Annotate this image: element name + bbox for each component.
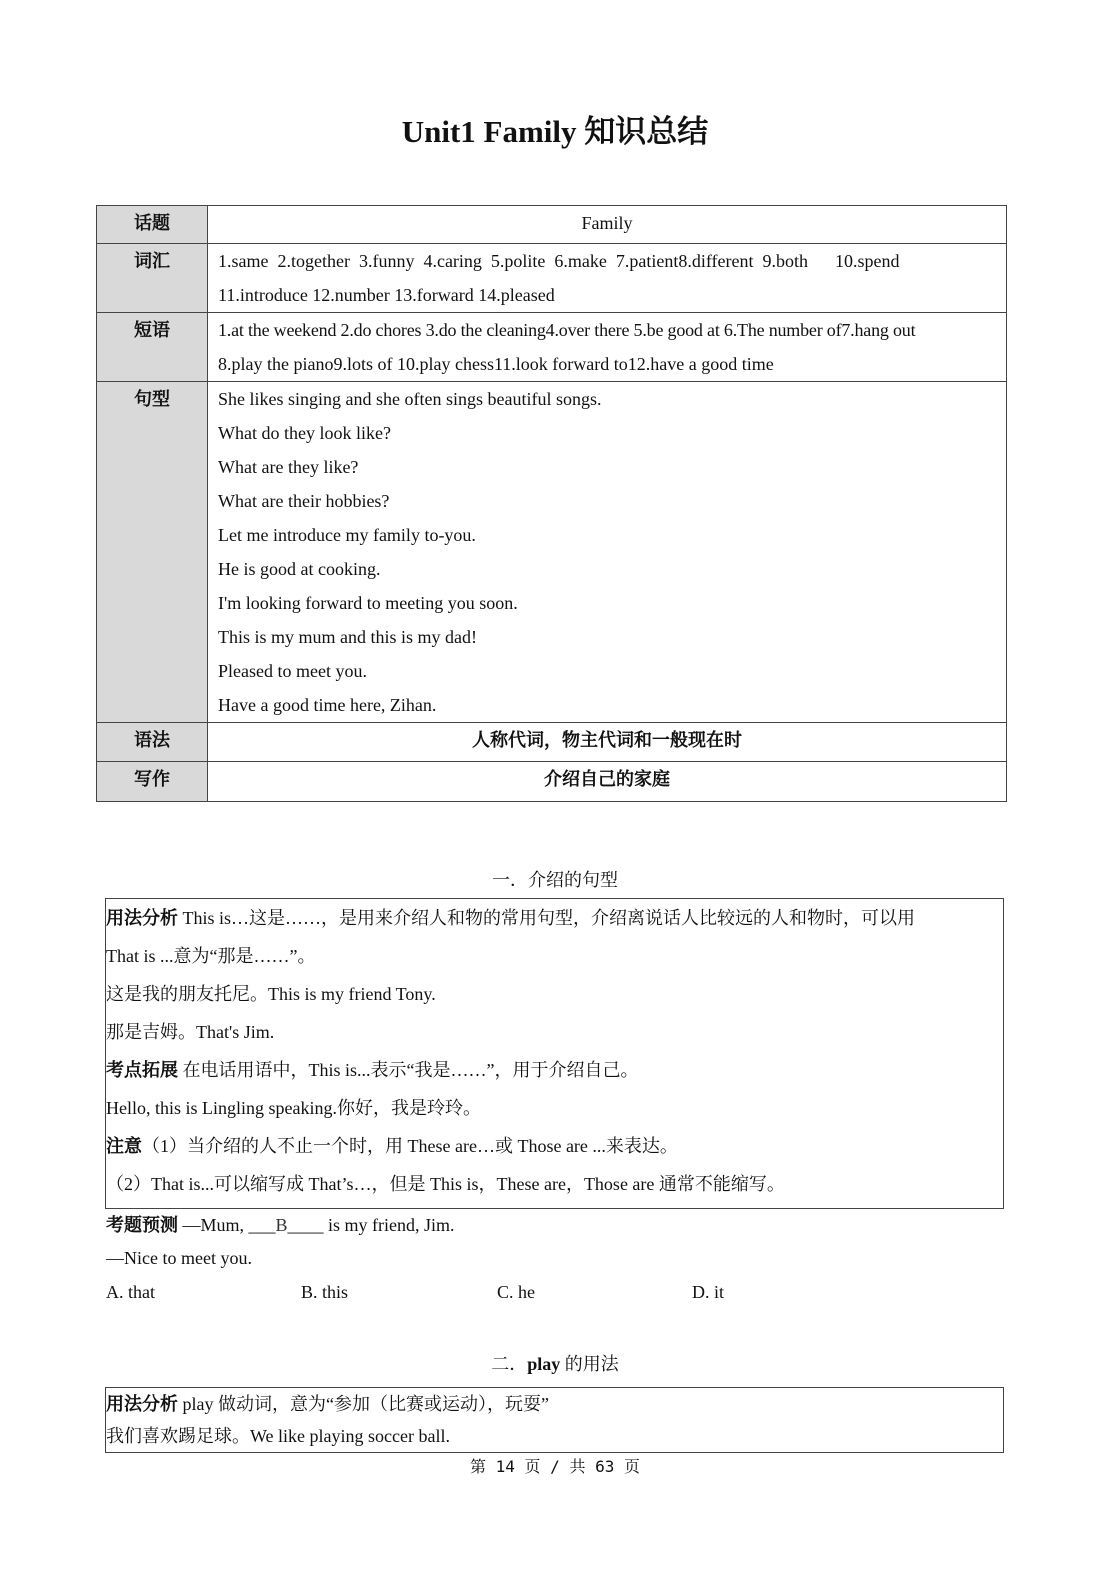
row-value: Family <box>208 206 1007 244</box>
section-1-heading: 一．介绍的句型 <box>492 870 618 890</box>
text: （2）That is...可以缩写成 That’s…，但是 This is，These are，Those are 通常不能缩写。 <box>106 1174 785 1194</box>
page-title: Unit1 Family 知识总结 <box>401 114 709 149</box>
table-row-topic <box>97 206 1007 244</box>
text: This is…这是……，是用来介绍人和物的常用句型，介绍离说话人比较远的人和物时，可以用 <box>178 908 916 928</box>
text: 在电话用语中，This is...表示“我是……”，用于介绍自己。 <box>178 1060 639 1080</box>
row-line: He is good at cooking. <box>218 559 381 579</box>
row-label: 句型 <box>97 382 208 723</box>
row-line: 1.same 2.together 3.funny 4.caring 5.polite 6.make 7.patient8.different 9.both 10.spend <box>218 251 900 271</box>
table-row-writing <box>97 762 1007 802</box>
table-row-phrases <box>97 313 1007 382</box>
row-line: 1.at the weekend 2.do chores 3.do the cleaning4.over there 5.be good at 6.The number of7.hang out <box>218 320 916 340</box>
row-line: 8.play the piano9.lots of 10.play chess11.look forward to12.have a good time <box>218 354 774 374</box>
row-label: 词汇 <box>97 244 208 313</box>
option-c: C. he <box>497 1282 535 1302</box>
page-number: 第 14 页 / 共 63 页 <box>470 1457 640 1476</box>
text: 的用法 <box>560 1354 619 1374</box>
row-line: What are their hobbies? <box>218 491 390 511</box>
option-a: A. that <box>106 1282 155 1302</box>
text: Hello, this is Lingling speaking.你好，我是玲玲。 <box>106 1098 481 1118</box>
section-2-box <box>105 1387 1004 1453</box>
label-exam: 考题预测 <box>106 1215 178 1235</box>
label-extension: 考点拓展 <box>106 1060 178 1080</box>
label-usage: 用法分析 <box>106 1394 178 1414</box>
exam-reply: —Nice to meet you. <box>106 1248 252 1268</box>
row-label: 写作 <box>97 762 208 802</box>
text: 这是我的朋友托尼。This is my friend Tony. <box>106 984 436 1004</box>
text: （1）当介绍的人不止一个时，用 These are…或 Those are ...来表达。 <box>142 1136 678 1156</box>
text: 那是吉姆。That's Jim. <box>106 1022 275 1042</box>
label-note: 注意 <box>106 1136 142 1156</box>
row-label: 短语 <box>97 313 208 382</box>
text: 我们喜欢踢足球。We like playing soccer ball. <box>106 1426 450 1446</box>
section-2-heading <box>0 1350 1110 1376</box>
text: That is ...意为“那是……”。 <box>106 946 316 966</box>
row-line: This is my mum and this is my dad! <box>218 627 477 647</box>
text: ____ is my friend, Jim. <box>287 1215 455 1235</box>
row-value: 人称代词，物主代词和一般现在时 <box>208 723 1007 762</box>
row-line: I'm looking forward to meeting you soon. <box>218 593 518 613</box>
summary-table <box>96 205 1007 802</box>
text: play 做动词，意为“参加（比赛或运动），玩耍” <box>178 1394 549 1414</box>
answer: B <box>275 1215 288 1235</box>
row-line: What do they look like? <box>218 423 391 443</box>
option-b: B. this <box>301 1282 349 1302</box>
section-1-box <box>105 898 1004 1209</box>
row-line: What are they like? <box>218 457 359 477</box>
label-usage: 用法分析 <box>106 908 178 928</box>
text: —Mum, ___ <box>178 1215 276 1235</box>
row-value: 介绍自己的家庭 <box>208 762 1007 802</box>
row-line: Have a good time here, Zihan. <box>218 695 437 715</box>
table-row-vocab <box>97 244 1007 313</box>
text: play <box>527 1354 561 1374</box>
option-d: D. it <box>692 1282 725 1302</box>
text: 二． <box>491 1354 528 1374</box>
row-label: 话题 <box>97 206 208 244</box>
table-row-grammar <box>97 723 1007 762</box>
row-line: Pleased to meet you. <box>218 661 367 681</box>
row-line: She likes singing and she often sings beautiful songs. <box>218 389 602 409</box>
row-line: 11.introduce 12.number 13.forward 14.pleased <box>218 285 555 305</box>
row-line: Let me introduce my family to-you. <box>218 525 476 545</box>
row-label: 语法 <box>97 723 208 762</box>
table-row-sentences <box>97 382 1007 723</box>
exam-question <box>106 1211 455 1237</box>
